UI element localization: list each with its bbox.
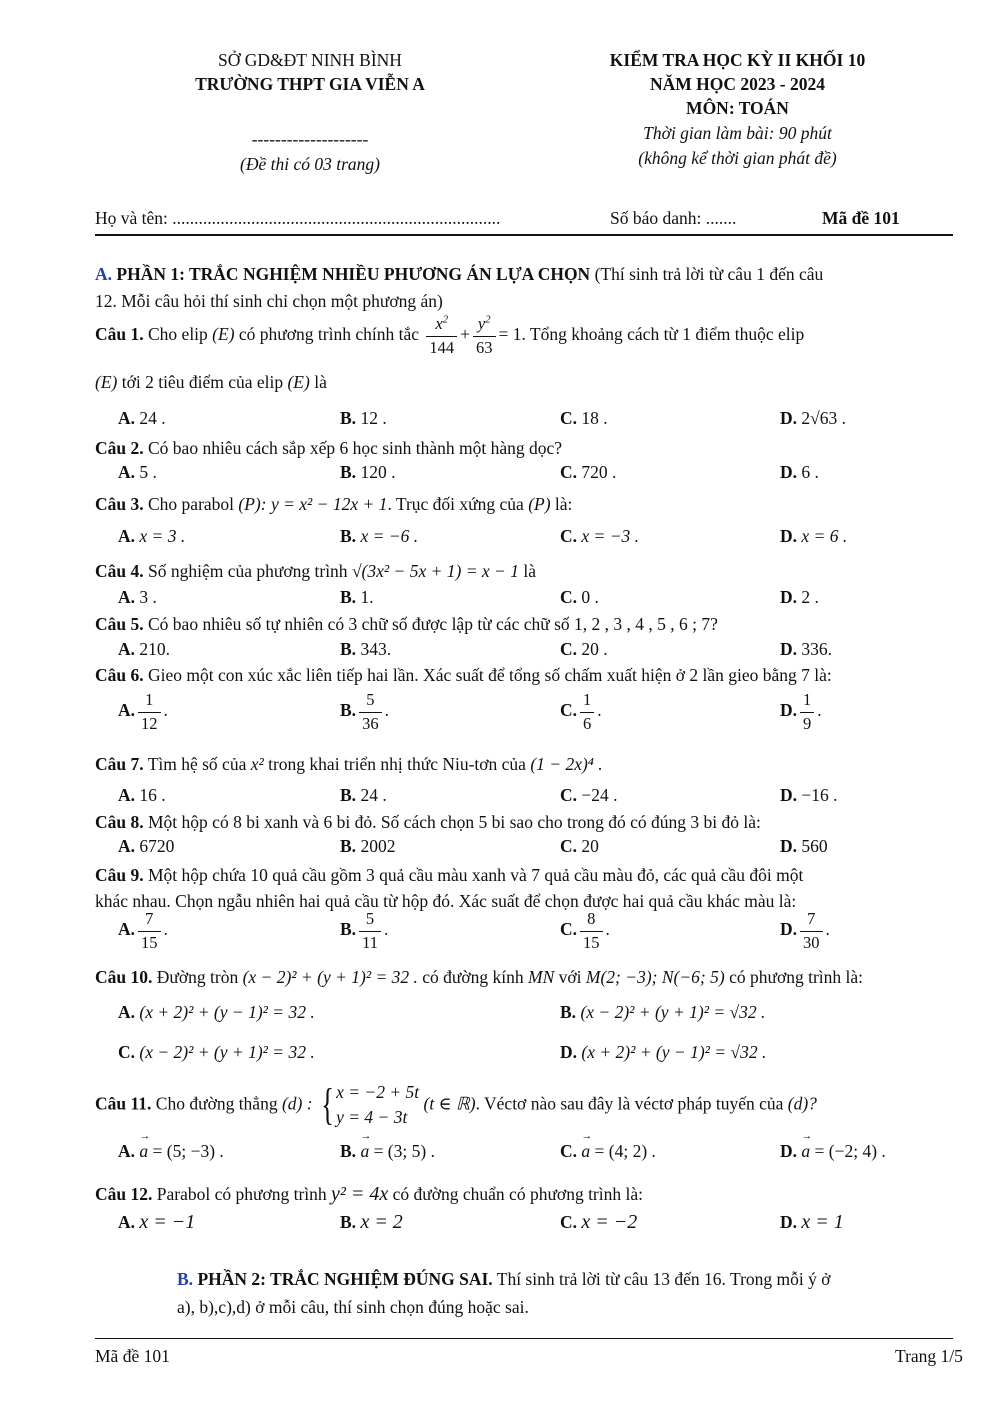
option-label: A. bbox=[118, 639, 136, 659]
question-6 bbox=[95, 665, 832, 686]
denominator: 30 bbox=[800, 931, 823, 952]
question-3 bbox=[95, 494, 572, 515]
vector-symbol: → a bbox=[801, 1141, 810, 1162]
option-text: (x + 2)² + (y − 1)² = √32 . bbox=[581, 1042, 767, 1062]
option-label: D. bbox=[780, 1212, 798, 1232]
numerator: 5 bbox=[366, 690, 375, 709]
question-text: với bbox=[558, 967, 582, 987]
option-label: B. bbox=[340, 700, 357, 721]
option-text: 5 . bbox=[139, 462, 157, 482]
answers-q9 bbox=[118, 909, 978, 959]
binomial-expression: (1 − 2x)⁴ . bbox=[530, 754, 603, 774]
question-label: Câu 3. bbox=[95, 494, 144, 514]
question-5 bbox=[95, 614, 718, 635]
question-label: Câu 7. bbox=[95, 754, 144, 774]
brace-icon: { bbox=[321, 1080, 334, 1130]
option-label: D. bbox=[780, 1141, 798, 1161]
option-label: D. bbox=[780, 462, 798, 482]
question-label: Câu 12. bbox=[95, 1184, 153, 1204]
part1-letter: A. bbox=[95, 264, 113, 284]
option-label: B. bbox=[340, 462, 357, 482]
numerator: 7 bbox=[145, 909, 154, 928]
option-label: B. bbox=[340, 526, 357, 546]
option-c[interactable] bbox=[560, 836, 599, 857]
option-label: D. bbox=[780, 408, 798, 428]
option-text: x = 1 bbox=[801, 1211, 844, 1233]
option-label: D. bbox=[560, 1042, 578, 1062]
option-text: 720 . bbox=[581, 462, 617, 482]
question-text: . Trục đối xứng của bbox=[387, 494, 524, 514]
option-text: (x + 2)² + (y − 1)² = 32 . bbox=[139, 1002, 315, 1022]
option-label: B. bbox=[340, 408, 357, 428]
question-11 bbox=[95, 1080, 817, 1131]
option-label: C. bbox=[560, 700, 578, 721]
option-label: B. bbox=[340, 639, 357, 659]
parameter-condition: (t ∈ ℝ) bbox=[423, 1093, 476, 1114]
time-note: (không kể thời gian phát đề) bbox=[638, 148, 837, 168]
option-b[interactable] bbox=[560, 1002, 765, 1023]
option-label: A. bbox=[118, 526, 136, 546]
circle-symbol: (x − 2)² + (y + 1)² = 32 . bbox=[242, 967, 418, 987]
part2-desc: Thí sinh trả lời từ câu 13 đến 16. Trong mỗi ý ở bbox=[496, 1269, 831, 1289]
option-label: B. bbox=[340, 836, 357, 856]
answers-q11 bbox=[118, 1141, 978, 1167]
option-a[interactable]: A. $\frac{7}{15}$ . bbox=[118, 909, 168, 952]
part2-desc-cont: a), b),c),d) ở mỗi câu, thí sinh chọn đúng hoặc sai. bbox=[177, 1297, 529, 1317]
option-b[interactable] bbox=[340, 785, 387, 806]
student-name-field: Họ và tên: ........................................................................... bbox=[95, 208, 501, 228]
option-c[interactable]: C. $\frac{8}{15}$ . bbox=[560, 909, 610, 952]
question-text: Số nghiệm của phương trình bbox=[148, 561, 348, 581]
option-label: C. bbox=[560, 785, 578, 805]
option-label: A. bbox=[118, 587, 136, 607]
option-text: 1. bbox=[360, 587, 374, 607]
option-text: = (4; 2) . bbox=[594, 1141, 656, 1161]
option-label: A. bbox=[118, 785, 136, 805]
numerator: 8 bbox=[587, 909, 596, 928]
option-b[interactable] bbox=[340, 587, 374, 608]
option-label: C. bbox=[118, 1042, 136, 1062]
numerator: 7 bbox=[807, 909, 816, 928]
option-label: D. bbox=[780, 785, 798, 805]
question-label: Câu 6. bbox=[95, 665, 144, 685]
option-label: B. bbox=[340, 1212, 357, 1232]
time-limit: Thời gian làm bài: 90 phút bbox=[643, 123, 832, 143]
option-label: C. bbox=[560, 408, 578, 428]
numerator: 1 bbox=[145, 690, 154, 709]
header-right bbox=[560, 50, 915, 169]
option-text: x = −2 bbox=[581, 1211, 638, 1233]
option-b[interactable] bbox=[340, 526, 418, 547]
option-text: 18 . bbox=[581, 408, 608, 428]
answers-q7 bbox=[118, 785, 978, 811]
system-line: x = −2 + 5t bbox=[336, 1082, 420, 1102]
question-text: có đường chuẩn có phương trình là: bbox=[392, 1184, 643, 1204]
question-text: Cho elip bbox=[148, 324, 208, 345]
part1-heading bbox=[95, 261, 957, 315]
question-9 bbox=[95, 862, 957, 915]
option-label: C. bbox=[560, 462, 578, 482]
option-label: B. bbox=[340, 785, 357, 805]
option-a[interactable] bbox=[118, 785, 166, 806]
numerator: 5 bbox=[365, 909, 375, 928]
equation-rhs: = 1 bbox=[498, 324, 522, 345]
option-text: 12 . bbox=[360, 408, 387, 428]
denominator: 12 bbox=[138, 712, 161, 733]
option-label: B. bbox=[560, 1002, 577, 1022]
numerator: 1 bbox=[583, 690, 592, 709]
option-c[interactable] bbox=[560, 1211, 637, 1234]
part1-title: PHẦN 1: TRẮC NGHIỆM NHIỀU PHƯƠNG ÁN LỰA CHỌN bbox=[116, 264, 591, 284]
radical-equation: √(3x² − 5x + 1) = x − 1 bbox=[351, 561, 519, 581]
department-name: SỞ GD&ĐT NINH BÌNH bbox=[218, 50, 402, 70]
option-d[interactable] bbox=[780, 408, 846, 429]
option-label: A. bbox=[118, 462, 136, 482]
option-label: C. bbox=[560, 639, 578, 659]
question-text: trong khai triển nhị thức Niu-tơn của bbox=[268, 754, 526, 774]
option-text: 336. bbox=[801, 639, 833, 659]
question-text: có đường kính bbox=[422, 967, 524, 987]
parabol-equation: (P): y = x² − 12x + 1 bbox=[238, 494, 388, 514]
option-text: 560 bbox=[801, 836, 828, 856]
answers-q5 bbox=[118, 639, 978, 665]
option-text: 24 . bbox=[139, 408, 166, 428]
option-label: D. bbox=[780, 700, 798, 721]
question-text: là: bbox=[554, 494, 573, 514]
denominator: 9 bbox=[800, 712, 814, 733]
option-label: D. bbox=[780, 639, 798, 659]
option-c[interactable] bbox=[560, 408, 608, 429]
option-d[interactable]: D. $\frac{7}{30}$ . bbox=[780, 909, 830, 952]
parabol-equation: y² = 4x bbox=[331, 1183, 389, 1205]
option-text: x = −6 . bbox=[360, 526, 419, 546]
parabol-symbol: (P) bbox=[528, 494, 551, 514]
option-text: 24 . bbox=[360, 785, 387, 805]
denominator: 15 bbox=[138, 931, 161, 952]
question-text: Parabol có phương trình bbox=[156, 1184, 327, 1204]
option-text: x = −1 bbox=[139, 1211, 196, 1233]
option-label: B. bbox=[340, 587, 357, 607]
question-text: tới 2 tiêu điểm của elip bbox=[121, 372, 284, 392]
option-text: −24 . bbox=[581, 785, 618, 805]
fraction-x: $\frac{x^2}{144}$ bbox=[426, 316, 457, 356]
fraction-y: $\frac{y^2}{63}$ bbox=[473, 316, 496, 356]
exam-code: Mã đề 101 bbox=[822, 208, 900, 228]
option-text: 120 . bbox=[360, 462, 396, 482]
ellipse-symbol: (E) bbox=[212, 324, 235, 345]
question-10 bbox=[95, 967, 863, 988]
numerator: y bbox=[477, 314, 486, 333]
answers-q10-row1 bbox=[118, 1002, 978, 1028]
option-label: A. bbox=[118, 1002, 136, 1022]
option-a[interactable] bbox=[118, 408, 166, 429]
question-text: Có bao nhiêu cách sắp xếp 6 học sinh thành một hàng dọc? bbox=[148, 438, 563, 458]
option-d[interactable] bbox=[780, 526, 847, 547]
option-label: D. bbox=[780, 919, 798, 940]
header-rule bbox=[95, 234, 953, 236]
option-d[interactable] bbox=[780, 1141, 886, 1162]
numerator: 1 bbox=[803, 690, 812, 709]
vector-symbol: → a bbox=[360, 1141, 369, 1162]
answers-q1 bbox=[118, 408, 978, 434]
option-c[interactable] bbox=[560, 462, 616, 483]
question-label: Câu 5. bbox=[95, 614, 144, 634]
option-b[interactable]: B. $\frac{5}{11}$ . bbox=[340, 909, 389, 952]
option-c[interactable] bbox=[560, 639, 608, 660]
option-text: 2√63 . bbox=[801, 408, 846, 428]
denominator: 144 bbox=[426, 336, 457, 357]
question-label: Câu 4. bbox=[95, 561, 144, 581]
option-label: B. bbox=[340, 1141, 357, 1161]
option-label: A. bbox=[118, 408, 136, 428]
subject: MÔN: TOÁN bbox=[686, 98, 789, 118]
option-label: A. bbox=[118, 919, 136, 940]
option-c[interactable]: C. $\frac{1}{6}$ . bbox=[560, 690, 602, 733]
footer-page-number: Trang 1/5 bbox=[895, 1346, 963, 1366]
part1-desc: (Thí sinh trả lời từ câu 1 đến câu bbox=[594, 264, 824, 284]
option-text: (x − 2)² + (y + 1)² = √32 . bbox=[580, 1002, 766, 1022]
ellipse-symbol: (E) bbox=[287, 372, 310, 392]
option-label: D. bbox=[780, 836, 798, 856]
numerator: x bbox=[435, 314, 443, 333]
option-d[interactable] bbox=[780, 785, 838, 806]
option-text: 20 . bbox=[581, 639, 608, 659]
term-x-squared: x² bbox=[250, 754, 264, 774]
option-d[interactable] bbox=[780, 462, 819, 483]
vector-symbol: → a bbox=[581, 1141, 590, 1162]
option-b[interactable] bbox=[340, 639, 391, 660]
option-a[interactable] bbox=[118, 836, 174, 857]
denominator: 15 bbox=[580, 931, 603, 952]
question-7 bbox=[95, 754, 603, 775]
option-label: A. bbox=[118, 700, 136, 721]
option-a[interactable] bbox=[118, 526, 185, 547]
answers-q3 bbox=[118, 526, 978, 552]
vector-symbol: → a bbox=[139, 1141, 148, 1162]
footer-exam-code: Mã đề 101 bbox=[95, 1346, 170, 1366]
school-year: NĂM HỌC 2023 - 2024 bbox=[650, 74, 825, 94]
question-text: là bbox=[314, 372, 327, 392]
option-label: C. bbox=[560, 1141, 578, 1161]
option-a[interactable]: A. $\frac{1}{12}$ . bbox=[118, 690, 168, 733]
option-c[interactable] bbox=[560, 785, 618, 806]
denominator: 63 bbox=[473, 336, 496, 357]
line-symbol: (d) : bbox=[281, 1093, 313, 1114]
option-b[interactable] bbox=[340, 1141, 435, 1162]
option-a[interactable] bbox=[118, 1211, 195, 1234]
option-d[interactable] bbox=[780, 1211, 844, 1234]
candidate-number-field: Số báo danh: ....... bbox=[610, 208, 737, 228]
question-12 bbox=[95, 1183, 643, 1206]
option-d[interactable] bbox=[560, 1042, 766, 1063]
option-text: 210. bbox=[139, 639, 171, 659]
option-a[interactable] bbox=[118, 1141, 224, 1162]
option-a[interactable] bbox=[118, 462, 157, 483]
option-b[interactable] bbox=[340, 408, 387, 429]
option-d[interactable] bbox=[780, 836, 828, 857]
system-line: y = 4 − 3t bbox=[336, 1107, 408, 1128]
option-label: A. bbox=[118, 1212, 136, 1232]
option-b[interactable] bbox=[340, 1211, 403, 1234]
option-d[interactable]: D. $\frac{1}{9}$ . bbox=[780, 690, 822, 733]
question-text: Cho parabol bbox=[148, 494, 235, 514]
option-text: = (−2; 4) . bbox=[814, 1141, 886, 1161]
question-4 bbox=[95, 561, 536, 582]
option-d[interactable] bbox=[780, 587, 819, 608]
option-c[interactable] bbox=[560, 587, 599, 608]
question-text: có phương trình là: bbox=[729, 967, 864, 987]
option-label: C. bbox=[560, 836, 578, 856]
option-c[interactable] bbox=[118, 1042, 315, 1063]
option-text: x = 2 bbox=[360, 1211, 403, 1233]
header-left bbox=[170, 50, 450, 175]
question-text: Cho đường thẳng bbox=[155, 1093, 278, 1114]
option-label: C. bbox=[560, 919, 578, 940]
question-label: Câu 9. bbox=[95, 865, 144, 885]
option-text: x = 3 . bbox=[139, 526, 186, 546]
question-text: Đường tròn bbox=[156, 967, 239, 987]
question-text: Tìm hệ số của bbox=[147, 754, 247, 774]
option-text: = (3; 5) . bbox=[373, 1141, 435, 1161]
option-text: 20 bbox=[581, 836, 599, 856]
option-label: B. bbox=[340, 919, 357, 940]
question-label: Câu 11. bbox=[95, 1093, 152, 1114]
answers-q6 bbox=[118, 690, 978, 740]
part2-title: PHẦN 2: TRẮC NGHIỆM ĐÚNG SAI. bbox=[197, 1269, 493, 1289]
option-label: A. bbox=[118, 1141, 136, 1161]
question-label: Câu 1. bbox=[95, 324, 144, 345]
option-b[interactable] bbox=[340, 462, 395, 483]
question-text: khác nhau. Chọn ngẫu nhiên hai quả cầu từ hộp đó. Xác suất để chọn được hai quả cầu khác màu là: bbox=[95, 891, 797, 912]
option-text: x = 6 . bbox=[801, 526, 848, 546]
option-b[interactable] bbox=[340, 836, 395, 857]
answers-q10-row2 bbox=[118, 1042, 978, 1068]
answers-q8 bbox=[118, 836, 978, 862]
question-label: Câu 10. bbox=[95, 967, 153, 987]
denominator: 11 bbox=[359, 931, 381, 952]
part2-heading bbox=[177, 1265, 957, 1321]
denominator: 6 bbox=[580, 712, 594, 733]
option-label: D. bbox=[780, 526, 798, 546]
header-divider: -------------------- bbox=[251, 129, 369, 149]
option-text: 3 . bbox=[139, 587, 157, 607]
question-text: . Véctơ nào sau đây là véctơ pháp tuyến của bbox=[475, 1093, 784, 1114]
question-text: Một hộp có 8 bi xanh và 6 bi đỏ. Số cách chọn 5 bi sao cho trong đó có đúng 3 bi đỏ là: bbox=[148, 812, 761, 832]
question-2 bbox=[95, 438, 562, 459]
question-text: . Tổng khoảng cách từ 1 điểm thuộc elip bbox=[521, 324, 805, 345]
option-label: C. bbox=[560, 1212, 578, 1232]
diameter-symbol: MN bbox=[528, 967, 555, 987]
points-mn: M(2; −3); N(−6; 5) bbox=[585, 967, 725, 987]
option-text: 6720 bbox=[139, 836, 175, 856]
question-text: là bbox=[523, 561, 536, 581]
option-a[interactable] bbox=[118, 1002, 315, 1023]
part2-letter: B. bbox=[177, 1269, 194, 1289]
option-text: 2 . bbox=[801, 587, 819, 607]
option-a[interactable] bbox=[118, 587, 157, 608]
answers-q12 bbox=[118, 1211, 978, 1237]
question-text: có phương trình chính tắc bbox=[238, 324, 419, 345]
option-c[interactable] bbox=[560, 526, 639, 547]
question-text: Có bao nhiêu số tự nhiên có 3 chữ số được lập từ các chữ số 1, 2 , 3 , 4 , 5 , 6 ; 7? bbox=[148, 614, 718, 634]
part1-desc-cont: 12. Mỗi câu hỏi thí sinh chỉ chọn một phương án) bbox=[95, 291, 443, 312]
option-c[interactable] bbox=[560, 1141, 656, 1162]
school-name: TRƯỜNG THPT GIA VIỄN A bbox=[195, 74, 425, 94]
option-d[interactable] bbox=[780, 639, 832, 660]
question-label: Câu 2. bbox=[95, 438, 144, 458]
question-text: Gieo một con xúc xắc liên tiếp hai lần. Xác suất để tổng số chấm xuất hiện ở 2 lần gieo bằng 7 là: bbox=[148, 665, 832, 685]
answers-q2 bbox=[118, 462, 978, 488]
option-label: D. bbox=[780, 587, 798, 607]
footer-rule bbox=[95, 1338, 953, 1339]
option-text: (x − 2)² + (y + 1)² = 32 . bbox=[139, 1042, 315, 1062]
question-8 bbox=[95, 812, 761, 833]
option-label: C. bbox=[560, 587, 578, 607]
question-label: Câu 8. bbox=[95, 812, 144, 832]
line-symbol: (d)? bbox=[787, 1093, 817, 1114]
option-text: 343. bbox=[360, 639, 392, 659]
exam-title: KIỂM TRA HỌC KỲ II KHỐI 10 bbox=[609, 50, 866, 70]
option-b[interactable]: B. $\frac{5}{36}$ . bbox=[340, 690, 389, 733]
option-text: 0 . bbox=[581, 587, 599, 607]
option-text: 6 . bbox=[801, 462, 819, 482]
option-label: A. bbox=[118, 836, 136, 856]
option-text: −16 . bbox=[801, 785, 838, 805]
option-text: 2002 bbox=[360, 836, 396, 856]
option-a[interactable] bbox=[118, 639, 170, 660]
parametric-system bbox=[317, 1080, 419, 1131]
option-label: C. bbox=[560, 526, 578, 546]
ellipse-symbol: (E) bbox=[95, 372, 118, 392]
option-text: = (5; −3) . bbox=[152, 1141, 224, 1161]
question-1-cont bbox=[95, 372, 327, 393]
option-text: 16 . bbox=[139, 785, 166, 805]
answers-q4 bbox=[118, 587, 978, 613]
page-count-note: (Đề thi có 03 trang) bbox=[240, 154, 380, 174]
denominator: 36 bbox=[359, 712, 382, 733]
option-text: x = −3 . bbox=[581, 526, 640, 546]
question-1: Câu 1. Cho elip (E) có phương trình chính tắc $\frac{x^2}{144}$ + $\frac{y^2}{63}$ = 1. Tổng khoảng cách từ 1 điểm thuộc elip bbox=[95, 313, 805, 357]
question-text: Một hộp chứa 10 quả cầu gồm 3 quả cầu màu xanh và 7 quả cầu màu đỏ, các quả cầu đôi một bbox=[148, 865, 804, 885]
